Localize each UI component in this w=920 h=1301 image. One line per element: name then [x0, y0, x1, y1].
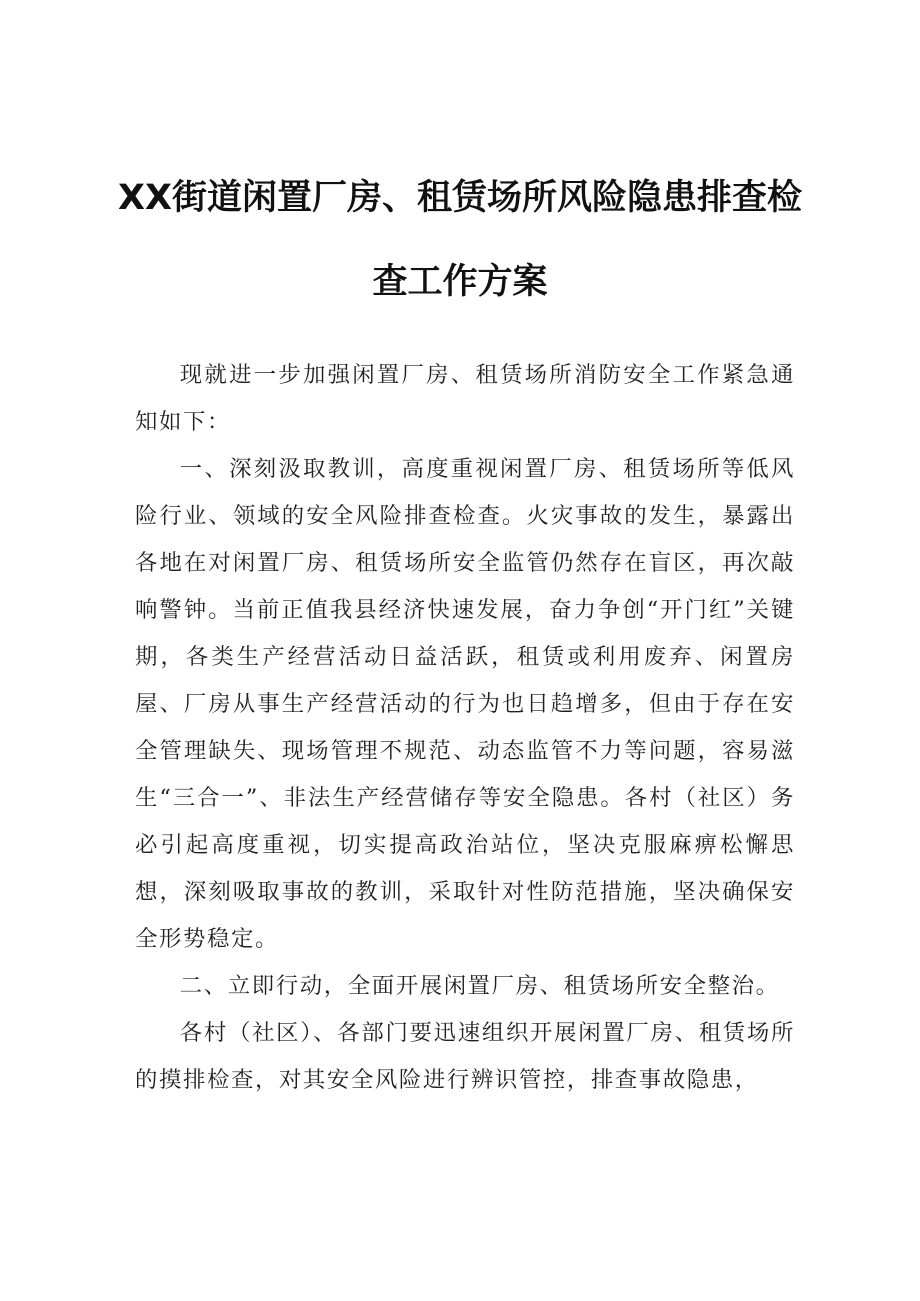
paragraph-section-one: 一、深刻汲取教训，高度重视闲置厂房、租赁场所等低风险行业、领域的安全风险排查检查。火灾事故的发生，暴露出各地在对闲置厂房、租赁场所安全监管仍然存在盲区，再次敲响警钟。当前正值我县经济快速发展，奋力争创“开门红”关键期，各类生产经营活动日益活跃，租赁或利用废弃、闲置房屋、厂房从事生产经营活动的行为也日趋增多，但由于存在安全管理缺失、现场管理不规范、动态监管不力等问题，容易滋生“三合一”、非法生产经营储存等安全隐患。各村（社区）务必引起高度重视，切实提高政治站位，坚决克服麻痹松懈思想，深刻吸取事故的教训，采取针对性防范措施，坚决确保安全形势稳定。: [135, 456, 795, 952]
document-body: [135, 352, 795, 1104]
paragraph-section-two-body: 各村（社区）、各部门要迅速组织开展闲置厂房、租赁场所的摸排检查，对其安全风险进行辨识管控，排查事故隐患，: [135, 1020, 795, 1093]
paragraph-section-two-heading: 二、立即行动，全面开展闲置厂房、租赁场所安全整治。: [179, 973, 780, 999]
document-title-line-2: 查工作方案: [372, 262, 548, 302]
paragraph-intro: 现就进一步加强闲置厂房、租赁场所消防安全工作紧急通知如下：: [135, 362, 795, 435]
document-title-line-1: XX街道闲置厂房、租赁场所风险隐患排查检: [118, 178, 802, 218]
